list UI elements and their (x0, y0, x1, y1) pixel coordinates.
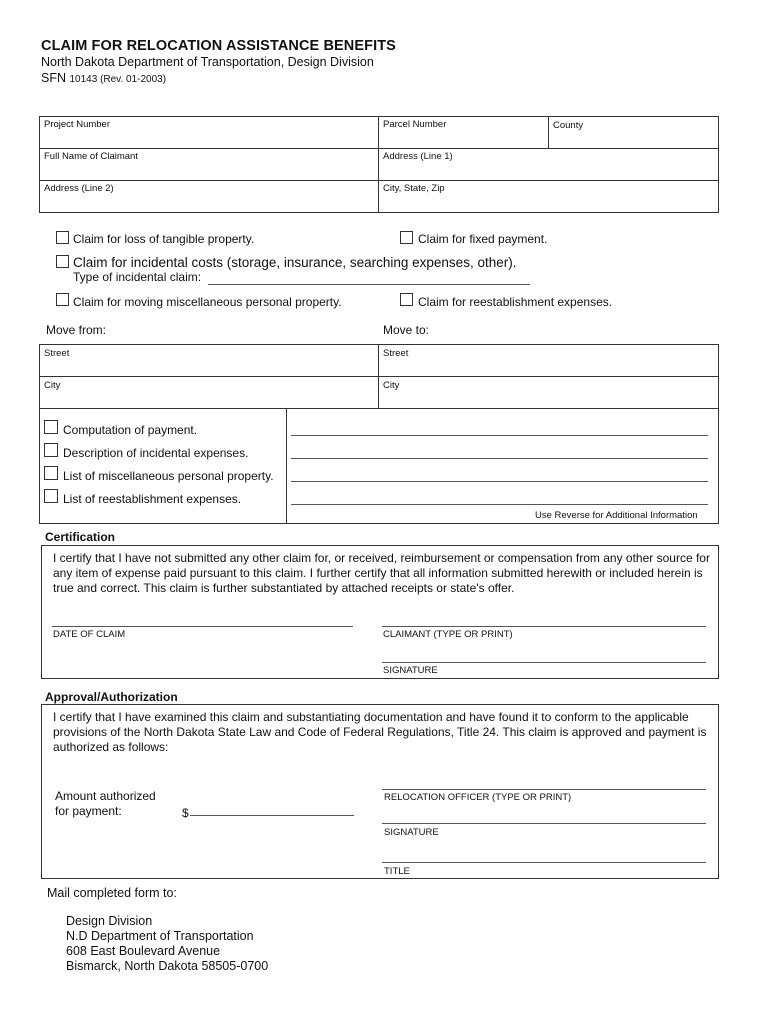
for-payment-label: for payment: (55, 804, 122, 818)
officer-title-input[interactable] (382, 862, 706, 863)
grid-divider (39, 408, 719, 409)
incidental-type-input[interactable] (208, 284, 530, 285)
sfn-number: 10143 (Rev. 01-2003) (69, 74, 167, 85)
moving-misc-checkbox[interactable] (56, 293, 69, 306)
grid-divider (286, 408, 287, 524)
city-state-zip-field[interactable]: City, State, Zip (383, 183, 445, 194)
officer-signature-label: SIGNATURE (384, 827, 439, 838)
certification-text: I certify that I have not submitted any other claim for, or received, reimbursement or compensation from any other source for any item of expense paid pursuant to this claim. I further certify that all information submitted herewith or included herein is true and correct. This claim is further substantiated by attached receipts or state's offer. (53, 551, 710, 595)
officer-signature-input[interactable] (382, 823, 706, 824)
grid-divider (39, 376, 719, 377)
tangible-property-label: Claim for loss of tangible property. (73, 232, 255, 246)
incidental-costs-label: Claim for incidental costs (storage, insurance, searching expenses, other). (73, 255, 517, 270)
incidental-description-checkbox[interactable] (44, 443, 58, 457)
incidental-type-label: Type of incidental claim: (73, 270, 202, 284)
grid-divider (378, 116, 379, 213)
certification-heading: Certification (45, 530, 116, 544)
mail-address-line: N.D Department of Transportation (66, 929, 254, 943)
grid-divider (39, 180, 719, 181)
fixed-payment-label: Claim for fixed payment. (418, 232, 548, 246)
form-number (41, 71, 166, 85)
mail-address-line: Bismarck, North Dakota 58505-0700 (66, 959, 269, 973)
move-from-street-field[interactable]: Street (44, 348, 70, 359)
sfn-prefix: SFN (41, 71, 66, 85)
approval-text: I certify that I have examined this claim and substantiating documentation and have found it to conform to the applicable provisions of the North Dakota State Law and Code of Federal Regulations, Title 24. This claim is approved and payment is authorized as follows: (53, 710, 707, 754)
move-to-street-field[interactable]: Street (383, 348, 409, 359)
amount-authorized-label: Amount authorized (55, 789, 156, 803)
claimant-signature-input[interactable] (382, 662, 706, 663)
full-name-field[interactable]: Full Name of Claimant (44, 151, 138, 162)
form-title: CLAIM FOR RELOCATION ASSISTANCE BENEFITS (41, 38, 396, 54)
attachment-line[interactable] (291, 481, 708, 482)
fixed-payment-checkbox[interactable] (400, 231, 413, 244)
reestablishment-list-checkbox[interactable] (44, 489, 58, 503)
attachment-line[interactable] (291, 435, 708, 436)
attachment-item: List of reestablishment expenses. (63, 492, 242, 506)
move-from-label: Move from: (46, 323, 107, 337)
move-to-city-field[interactable]: City (383, 380, 400, 391)
incidental-costs-checkbox[interactable] (56, 255, 69, 268)
address-line2-field[interactable]: Address (Line 2) (44, 183, 114, 194)
claimant-name-input[interactable] (382, 626, 706, 627)
officer-name-input[interactable] (382, 789, 706, 790)
county-field[interactable]: County (553, 120, 584, 131)
mail-heading: Mail completed form to: (47, 886, 177, 900)
address-line1-field[interactable]: Address (Line 1) (383, 151, 453, 162)
date-of-claim-input[interactable] (52, 626, 353, 627)
grid-divider (548, 116, 549, 148)
approval-heading: Approval/Authorization (45, 690, 178, 704)
move-to-label: Move to: (383, 323, 430, 337)
attachment-item: List of miscellaneous personal property. (63, 469, 274, 483)
misc-property-list-checkbox[interactable] (44, 466, 58, 480)
reestablishment-label: Claim for reestablishment expenses. (418, 295, 613, 309)
moving-misc-label: Claim for moving miscellaneous personal property. (73, 295, 342, 309)
tangible-property-checkbox[interactable] (56, 231, 69, 244)
attachment-line[interactable] (291, 458, 708, 459)
move-from-city-field[interactable]: City (44, 380, 61, 391)
attachment-item: Description of incidental expenses. (63, 446, 249, 460)
claimant-info-grid (39, 116, 719, 213)
attachment-line[interactable] (291, 504, 708, 505)
amount-input[interactable] (190, 815, 354, 816)
parcel-number-field[interactable]: Parcel Number (383, 119, 447, 130)
officer-name-label: RELOCATION OFFICER (TYPE OR PRINT) (384, 792, 572, 803)
mail-address-line: 608 East Boulevard Avenue (66, 944, 221, 958)
grid-divider (39, 148, 719, 149)
department-name: North Dakota Department of Transportation, Design Division (41, 55, 374, 69)
date-of-claim-label: DATE OF CLAIM (53, 629, 126, 640)
project-number-field[interactable]: Project Number (44, 119, 110, 130)
mail-address-line: Design Division (66, 914, 153, 928)
officer-title-label: TITLE (384, 866, 410, 877)
dollar-sign: $ (182, 806, 189, 820)
reestablishment-checkbox[interactable] (400, 293, 413, 306)
claimant-signature-label: SIGNATURE (383, 665, 438, 676)
claimant-name-label: CLAIMANT (TYPE OR PRINT) (383, 629, 513, 640)
grid-divider (378, 344, 379, 408)
reverse-note: Use Reverse for Additional Information (535, 510, 698, 521)
computation-checkbox[interactable] (44, 420, 58, 434)
attachment-item: Computation of payment. (63, 423, 198, 437)
